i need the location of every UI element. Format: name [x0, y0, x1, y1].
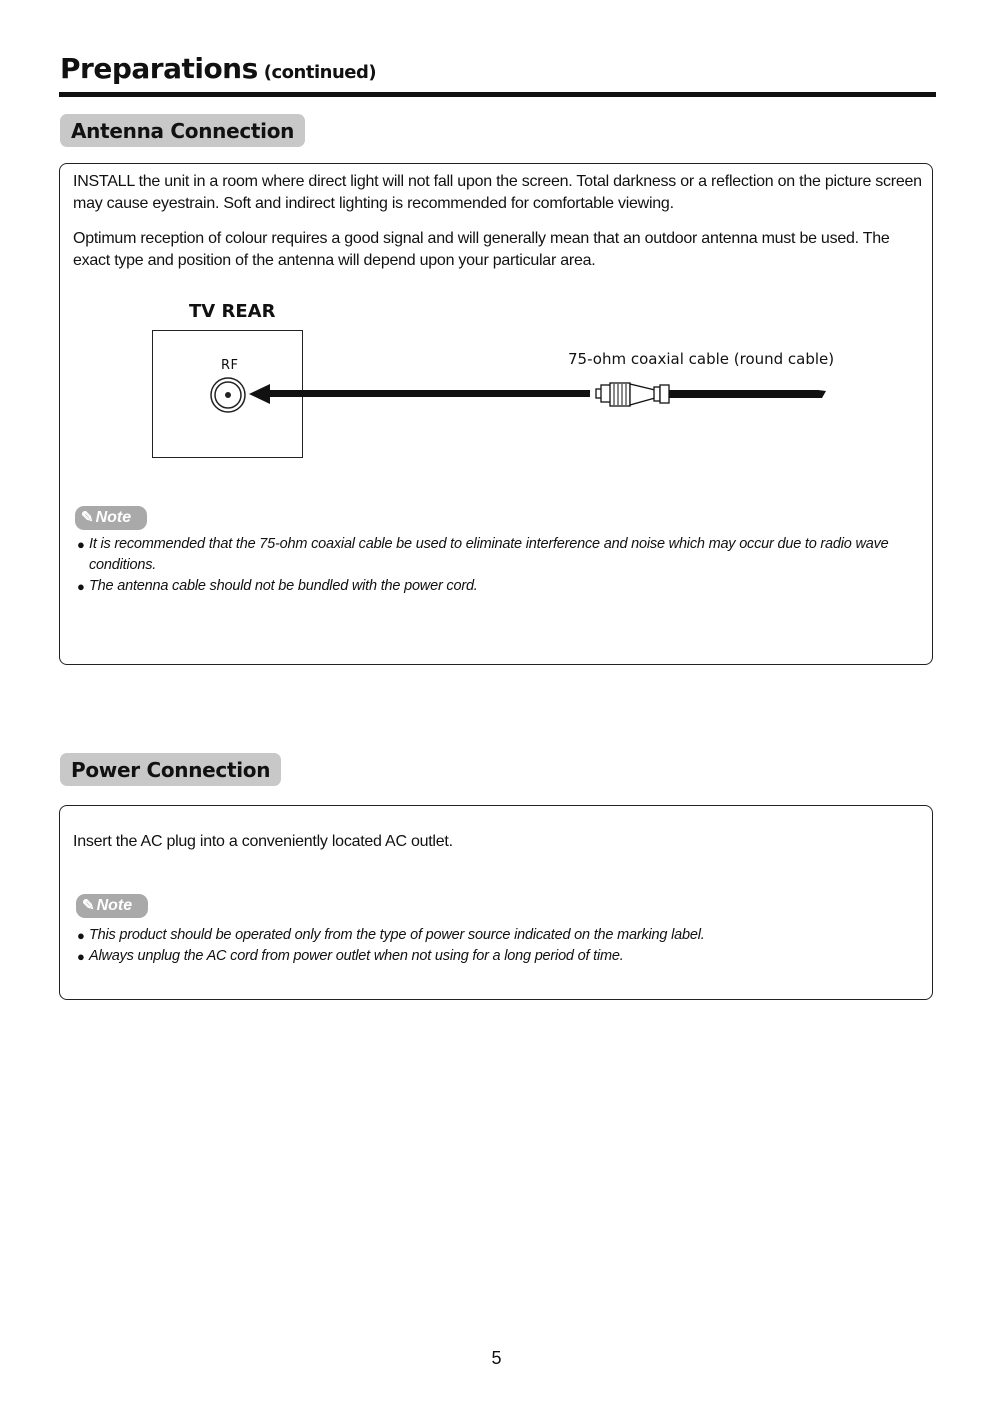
power-note-badge [76, 894, 148, 918]
antenna-diagram [0, 0, 993, 500]
rf-port-label: RF [221, 358, 239, 373]
bullet-icon: ● [77, 537, 85, 552]
tv-rear-label: TV REAR [189, 301, 276, 322]
power-note-item [77, 946, 927, 967]
paperclip-icon: ✎ [82, 897, 95, 914]
page-number: 5 [491, 1348, 502, 1368]
cable-label: 75-ohm coaxial cable (round cable) [568, 350, 835, 368]
power-note-item [77, 925, 927, 946]
antenna-paragraph-2: Optimum reception of colour requires a good signal and will generally mean that an outdoor antenna must be used. The exact type and position of the antenna will depend upon your particular area. [73, 230, 890, 269]
rf-port-icon [211, 378, 245, 412]
antenna-note-text: The antenna cable should not be bundled with the power cord. [89, 578, 478, 594]
page-title-text: Preparations [60, 52, 258, 85]
bullet-icon: ● [77, 579, 85, 594]
power-section-heading: Power Connection [60, 753, 281, 786]
power-paragraph: Insert the AC plug into a conveniently located AC outlet. [73, 833, 453, 850]
antenna-note-label: Note [95, 509, 132, 526]
power-note-text: This product should be operated only from the type of power source indicated on the marking label. [89, 927, 705, 943]
antenna-note-item [77, 534, 927, 576]
antenna-paragraph-1: INSTALL the unit in a room where direct light will not fall upon the screen. Total darkness or a reflection on the picture screen may cause eyestrain. Soft and indirect lighting is recommended for comfortable viewing. [73, 173, 922, 212]
paperclip-icon: ✎ [81, 509, 94, 526]
coaxial-plug-icon [596, 383, 826, 406]
antenna-note-badge [75, 506, 147, 530]
page-subtitle: (continued) [263, 62, 377, 83]
antenna-section-heading: Antenna Connection [60, 114, 305, 147]
power-note-text: Always unplug the AC cord from power outlet when not using for a long period of time. [89, 948, 624, 964]
power-note-label: Note [96, 897, 133, 914]
antenna-note-item [77, 576, 927, 597]
bullet-icon: ● [77, 928, 85, 943]
bullet-icon: ● [77, 949, 85, 964]
arrow-icon [249, 384, 590, 404]
antenna-note-text: It is recommended that the 75-ohm coaxial cable be used to eliminate interference and noise which may occur due to radio wave conditions. [89, 536, 889, 573]
